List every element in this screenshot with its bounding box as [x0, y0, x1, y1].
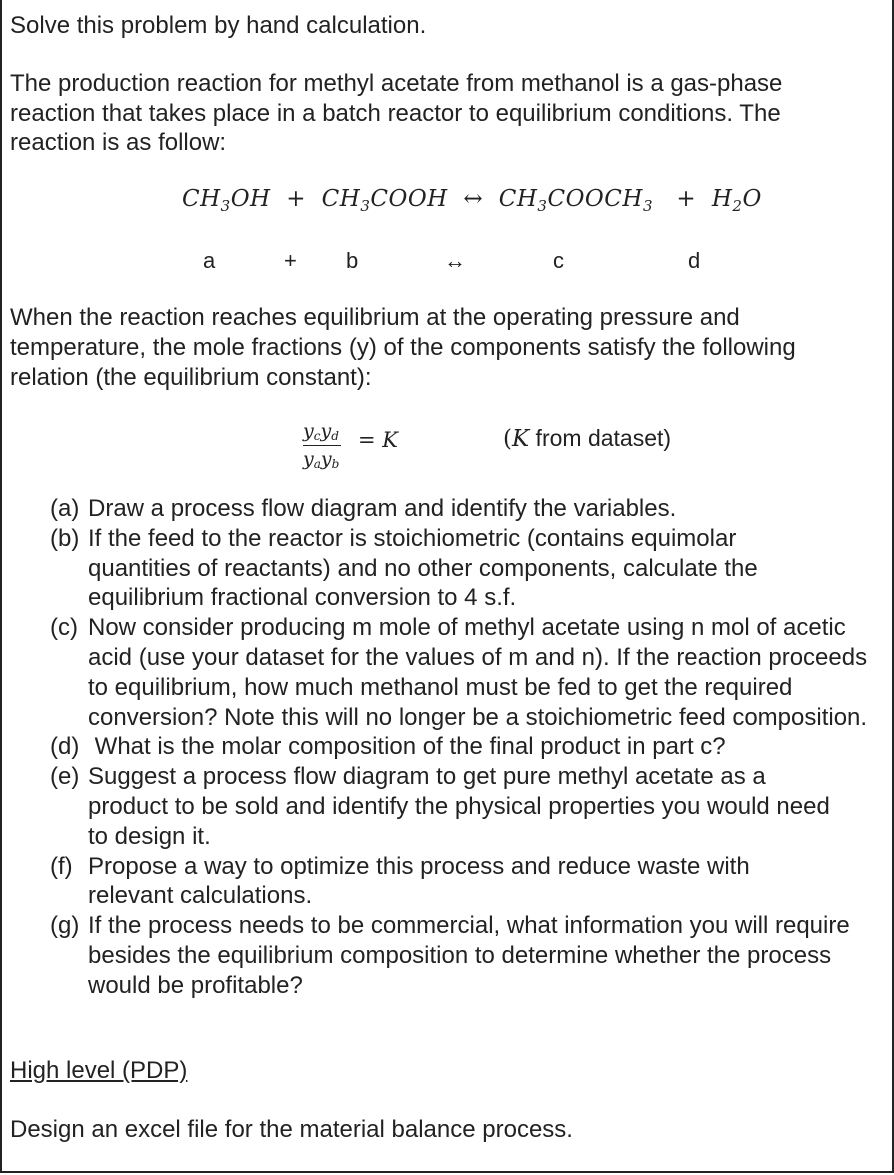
question-mark: (f) — [50, 852, 73, 880]
question-text: Draw a process flow diagram and identify the variables. — [88, 495, 677, 522]
question-text: What is the molar composition of the final product in part c? — [88, 733, 726, 761]
species-acetic-acid: $CH_3COOH$ — [321, 186, 448, 215]
equilibrium-line-2: temperature, the mole fractions (y) of the components satisfy the following — [10, 334, 796, 361]
k-denominator: $y_ay_b$ — [303, 448, 340, 471]
label-c: c — [553, 248, 564, 273]
question-text: If the process needs to be commercial, what information you will require besides the equilibrium composition to determine whether the process would be profitable? — [88, 912, 850, 999]
plus-sign: + — [286, 186, 307, 212]
final-task-text: Design an excel file for the material balance process. — [10, 1116, 573, 1143]
question-text: Suggest a process flow diagram to get pure methyl acetate as a product to be sold and identify the physical properties you would need to design it. — [88, 763, 830, 850]
question-mark: (e) — [50, 763, 80, 791]
question-text: If the feed to the reactor is stoichiometric (contains equimolar quantities of reactants) and no other components, calculate the equilibrium fractional conversion to 4 s.f. — [88, 524, 758, 612]
question-list — [50, 494, 880, 1001]
question-mark: (c) — [50, 614, 78, 642]
question-a — [50, 494, 880, 524]
equilibrium-line-3: relation (the equilibrium constant): — [10, 364, 372, 391]
label-b: b — [346, 248, 359, 273]
species-water: $H_2O$ — [711, 186, 762, 215]
question-text: Now consider producing m mole of methyl acetate using n mol of acetic acid (use your dataset for the values of m and n). If the reaction proceeds to equilibrium, how much methanol must be fed to get the required conversion? Note this will no longer be a stoichiometric feed composition. — [88, 614, 868, 731]
reaction-equation: $CH_3OH$ + $CH_3COOH$ ↔ $CH_3COOCH_3$ + $H_2O$ — [182, 186, 762, 215]
question-d — [50, 732, 880, 762]
description-line-1: The production reaction for methyl acetate from methanol is a gas-phase — [10, 70, 783, 97]
question-mark: (g) — [50, 912, 80, 940]
description-line-2: reaction that takes place in a batch reactor to equilibrium conditions. The — [10, 100, 781, 127]
k-equals: = K — [358, 428, 398, 452]
equilibrium-line-1: When the reaction reaches equilibrium at the operating pressure and — [10, 304, 740, 331]
label-plus: + — [284, 248, 297, 273]
species-methanol: $CH_3OH$ — [182, 186, 271, 215]
k-fraction — [303, 420, 341, 471]
question-mark: (a) — [50, 495, 80, 522]
question-mark: (b) — [50, 524, 80, 552]
question-text: Propose a way to optimize this process and reduce waste with relevant calculations. — [88, 852, 750, 910]
question-mark: (d) — [50, 733, 80, 761]
species-methyl-acetate: $CH_3COOCH_3$ — [498, 186, 653, 215]
question-g — [50, 911, 880, 1000]
k-numerator: $y_cy_d$ — [303, 420, 341, 446]
k-note: (K from dataset) — [503, 425, 672, 452]
question-c — [50, 613, 880, 732]
equilibrium-arrow: ↔ — [463, 186, 484, 212]
question-e — [50, 762, 880, 851]
intro-text: Solve this problem by hand calculation. — [10, 12, 427, 39]
description-line-3: reaction is as follow: — [10, 129, 227, 156]
label-a: a — [203, 248, 216, 273]
high-level-link[interactable]: High level (PDP) — [10, 1057, 188, 1084]
label-d: d — [688, 248, 701, 273]
question-f — [50, 852, 880, 912]
label-arrow: ↔ — [444, 248, 466, 273]
question-b — [50, 524, 880, 613]
